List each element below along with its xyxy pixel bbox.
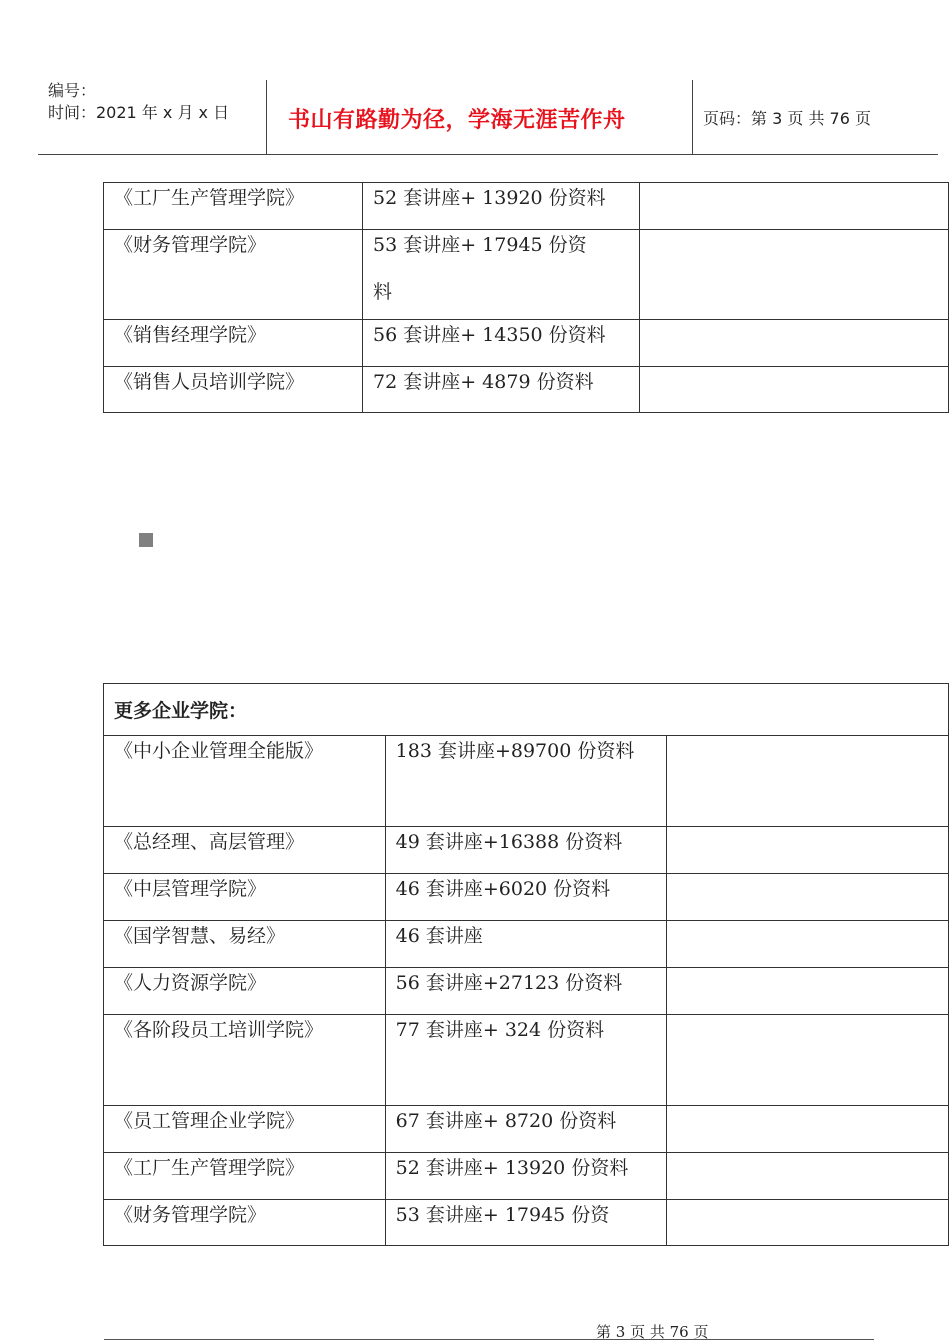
course-content: 49 套讲座+16388 份资料 <box>385 827 667 874</box>
course-name: 《国学智慧、易经》 <box>104 921 386 968</box>
course-content: 67 套讲座+ 8720 份资料 <box>385 1106 667 1153</box>
table-row <box>104 1200 949 1246</box>
doc-number-label: 编号： <box>48 81 97 100</box>
course-content: 56 套讲座+ 14350 份资料 <box>363 320 640 367</box>
doc-date-label: 时间：2021 年 x 月 x 日 <box>48 103 230 122</box>
page-header <box>0 0 950 160</box>
course-extra <box>640 320 949 367</box>
course-name: 《工厂生产管理学院》 <box>104 183 363 230</box>
table-row <box>104 736 949 827</box>
header-motto: 书山有路勤为径，学海无涯苦作舟 <box>288 108 626 133</box>
header-rule <box>38 154 938 155</box>
square-bullet-icon <box>139 533 153 547</box>
course-content: 183 套讲座+89700 份资料 <box>385 736 667 827</box>
course-extra <box>667 1200 949 1246</box>
course-extra <box>667 1106 949 1153</box>
course-content: 72 套讲座+ 4879 份资料 <box>363 367 640 413</box>
course-name: 《中层管理学院》 <box>104 874 386 921</box>
course-name: 《销售经理学院》 <box>104 320 363 367</box>
course-name: 《人力资源学院》 <box>104 968 386 1015</box>
table-row <box>104 1015 949 1106</box>
course-extra <box>667 827 949 874</box>
header-divider <box>692 80 693 154</box>
footer-page-number: 第 3 页 共 76 页 <box>596 1323 709 1341</box>
course-extra <box>640 183 949 230</box>
header-meta <box>48 80 229 124</box>
course-extra <box>667 968 949 1015</box>
course-name: 《总经理、高层管理》 <box>104 827 386 874</box>
course-content: 52 套讲座+ 13920 份资料 <box>385 1153 667 1200</box>
course-content: 53 套讲座+ 17945 份资料 <box>363 230 640 320</box>
table-title: 更多企业学院： <box>104 684 949 736</box>
course-table-2 <box>103 683 949 1246</box>
course-name: 《工厂生产管理学院》 <box>104 1153 386 1200</box>
course-name: 《各阶段员工培训学院》 <box>104 1015 386 1106</box>
course-extra <box>640 230 949 320</box>
footer-rule <box>104 1339 874 1340</box>
course-content: 52 套讲座+ 13920 份资料 <box>363 183 640 230</box>
course-name: 《销售人员培训学院》 <box>104 367 363 413</box>
course-extra <box>667 736 949 827</box>
course-extra <box>640 367 949 413</box>
table-row <box>104 367 949 413</box>
course-content: 53 套讲座+ 17945 份资 <box>385 1200 667 1246</box>
course-extra <box>667 874 949 921</box>
course-content: 56 套讲座+27123 份资料 <box>385 968 667 1015</box>
course-name: 《中小企业管理全能版》 <box>104 736 386 827</box>
course-extra <box>667 921 949 968</box>
course-name: 《员工管理企业学院》 <box>104 1106 386 1153</box>
course-name: 《财务管理学院》 <box>104 230 363 320</box>
course-name: 《财务管理学院》 <box>104 1200 386 1246</box>
table-row <box>104 230 949 320</box>
course-content: 77 套讲座+ 324 份资料 <box>385 1015 667 1106</box>
header-page-number: 页码：第 3 页 共 76 页 <box>703 109 871 128</box>
course-extra <box>667 1015 949 1106</box>
course-content: 46 套讲座 <box>385 921 667 968</box>
course-table-1 <box>103 182 949 413</box>
header-divider <box>266 80 267 154</box>
course-content: 46 套讲座+6020 份资料 <box>385 874 667 921</box>
course-extra <box>667 1153 949 1200</box>
